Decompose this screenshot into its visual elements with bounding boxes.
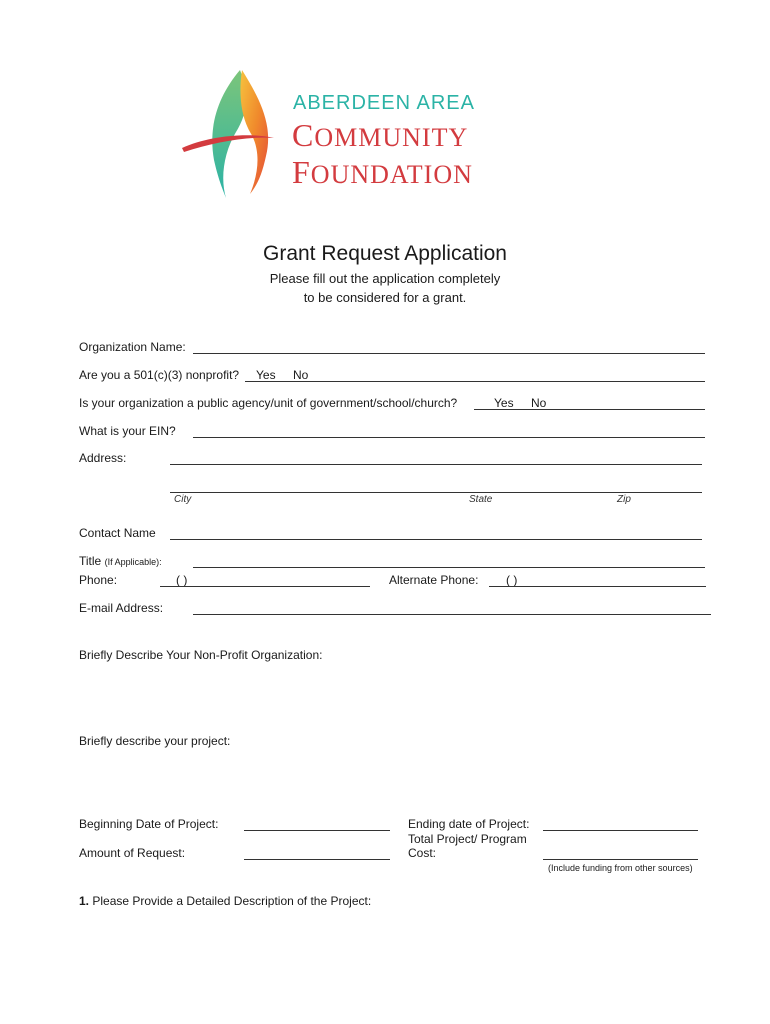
- state-caption: State: [469, 494, 493, 505]
- logo-line-community: COMMUNITY: [292, 117, 469, 153]
- phone-underline: [160, 586, 370, 587]
- alternate-phone-underline: [489, 586, 706, 587]
- foundation-logo: [178, 66, 508, 200]
- end-date-underline: [543, 830, 698, 831]
- alternate-phone-label: Alternate Phone:: [389, 573, 479, 587]
- city-state-zip-underline: [170, 492, 702, 493]
- public-agency-label: Is your organization a public agency/unit of government/school/church?: [79, 396, 458, 410]
- email-field[interactable]: [193, 598, 709, 614]
- describe-org-label: Briefly Describe Your Non-Profit Organization:: [79, 648, 323, 662]
- total-cost-label-line2: Cost:: [408, 846, 437, 860]
- public-yes-option[interactable]: Yes: [494, 396, 514, 410]
- org-name-field[interactable]: [193, 337, 704, 353]
- phone-label: Phone:: [79, 573, 118, 587]
- question-1-field[interactable]: [79, 912, 709, 1002]
- address-field[interactable]: [170, 448, 700, 464]
- describe-project-label: Briefly describe your project:: [79, 734, 231, 748]
- end-date-field[interactable]: [543, 814, 696, 830]
- title-field[interactable]: [193, 551, 704, 567]
- zip-caption: Zip: [617, 494, 631, 505]
- nonprofit-no-option[interactable]: No: [293, 368, 309, 382]
- logo-line-aberdeen: ABERDEEN AREA: [293, 92, 475, 114]
- city-caption: City: [174, 494, 192, 505]
- email-label: E-mail Address:: [79, 601, 164, 615]
- total-cost-underline: [543, 859, 698, 860]
- ein-field[interactable]: [193, 421, 704, 437]
- question-1-label: 1. Please Provide a Detailed Description of the Project:: [79, 894, 372, 908]
- phone-field[interactable]: [160, 570, 369, 586]
- alternate-phone-area-code: ( ): [506, 573, 518, 587]
- nonprofit-yes-option[interactable]: Yes: [256, 368, 276, 382]
- funding-note: (Include funding from other sources): [548, 863, 693, 873]
- total-cost-label-line1: Total Project/ Program: [408, 832, 527, 846]
- begin-date-field[interactable]: [244, 814, 388, 830]
- ein-label: What is your EIN?: [79, 424, 176, 438]
- public-no-option[interactable]: No: [531, 396, 547, 410]
- page-subtitle-line1: Please fill out the application completely: [269, 271, 501, 286]
- contact-name-field[interactable]: [170, 523, 700, 539]
- ein-underline: [193, 437, 705, 438]
- describe-project-field[interactable]: [79, 752, 709, 808]
- amount-request-underline: [244, 859, 390, 860]
- flame-logo-icon: [178, 66, 278, 200]
- nonprofit-label: Are you a 501(c)(3) nonprofit?: [79, 368, 240, 382]
- begin-date-underline: [244, 830, 390, 831]
- page-subtitle-line2: to be considered for a grant.: [303, 290, 467, 305]
- nonprofit-underline: [245, 381, 705, 382]
- begin-date-label: Beginning Date of Project:: [79, 817, 219, 831]
- city-state-zip-field[interactable]: [170, 476, 700, 492]
- phone-area-code: ( ): [176, 573, 188, 587]
- title-label: Title (If Applicable):: [79, 554, 162, 568]
- org-name-label: Organization Name:: [79, 340, 186, 354]
- org-name-underline: [193, 353, 705, 354]
- public-underline: [474, 409, 705, 410]
- contact-name-underline: [170, 539, 702, 540]
- alternate-phone-field[interactable]: [489, 570, 705, 586]
- contact-name-label: Contact Name: [79, 526, 156, 540]
- end-date-label: Ending date of Project:: [408, 817, 530, 831]
- amount-request-label: Amount of Request:: [79, 846, 186, 860]
- address-label: Address:: [79, 451, 127, 465]
- describe-org-field[interactable]: [79, 666, 709, 726]
- title-underline: [193, 567, 705, 568]
- email-underline: [193, 614, 711, 615]
- page-title: Grant Request Application: [263, 242, 507, 265]
- address-underline: [170, 464, 702, 465]
- amount-request-field[interactable]: [244, 843, 388, 859]
- logo-line-foundation: FOUNDATION: [292, 154, 473, 190]
- total-cost-field[interactable]: [543, 843, 696, 859]
